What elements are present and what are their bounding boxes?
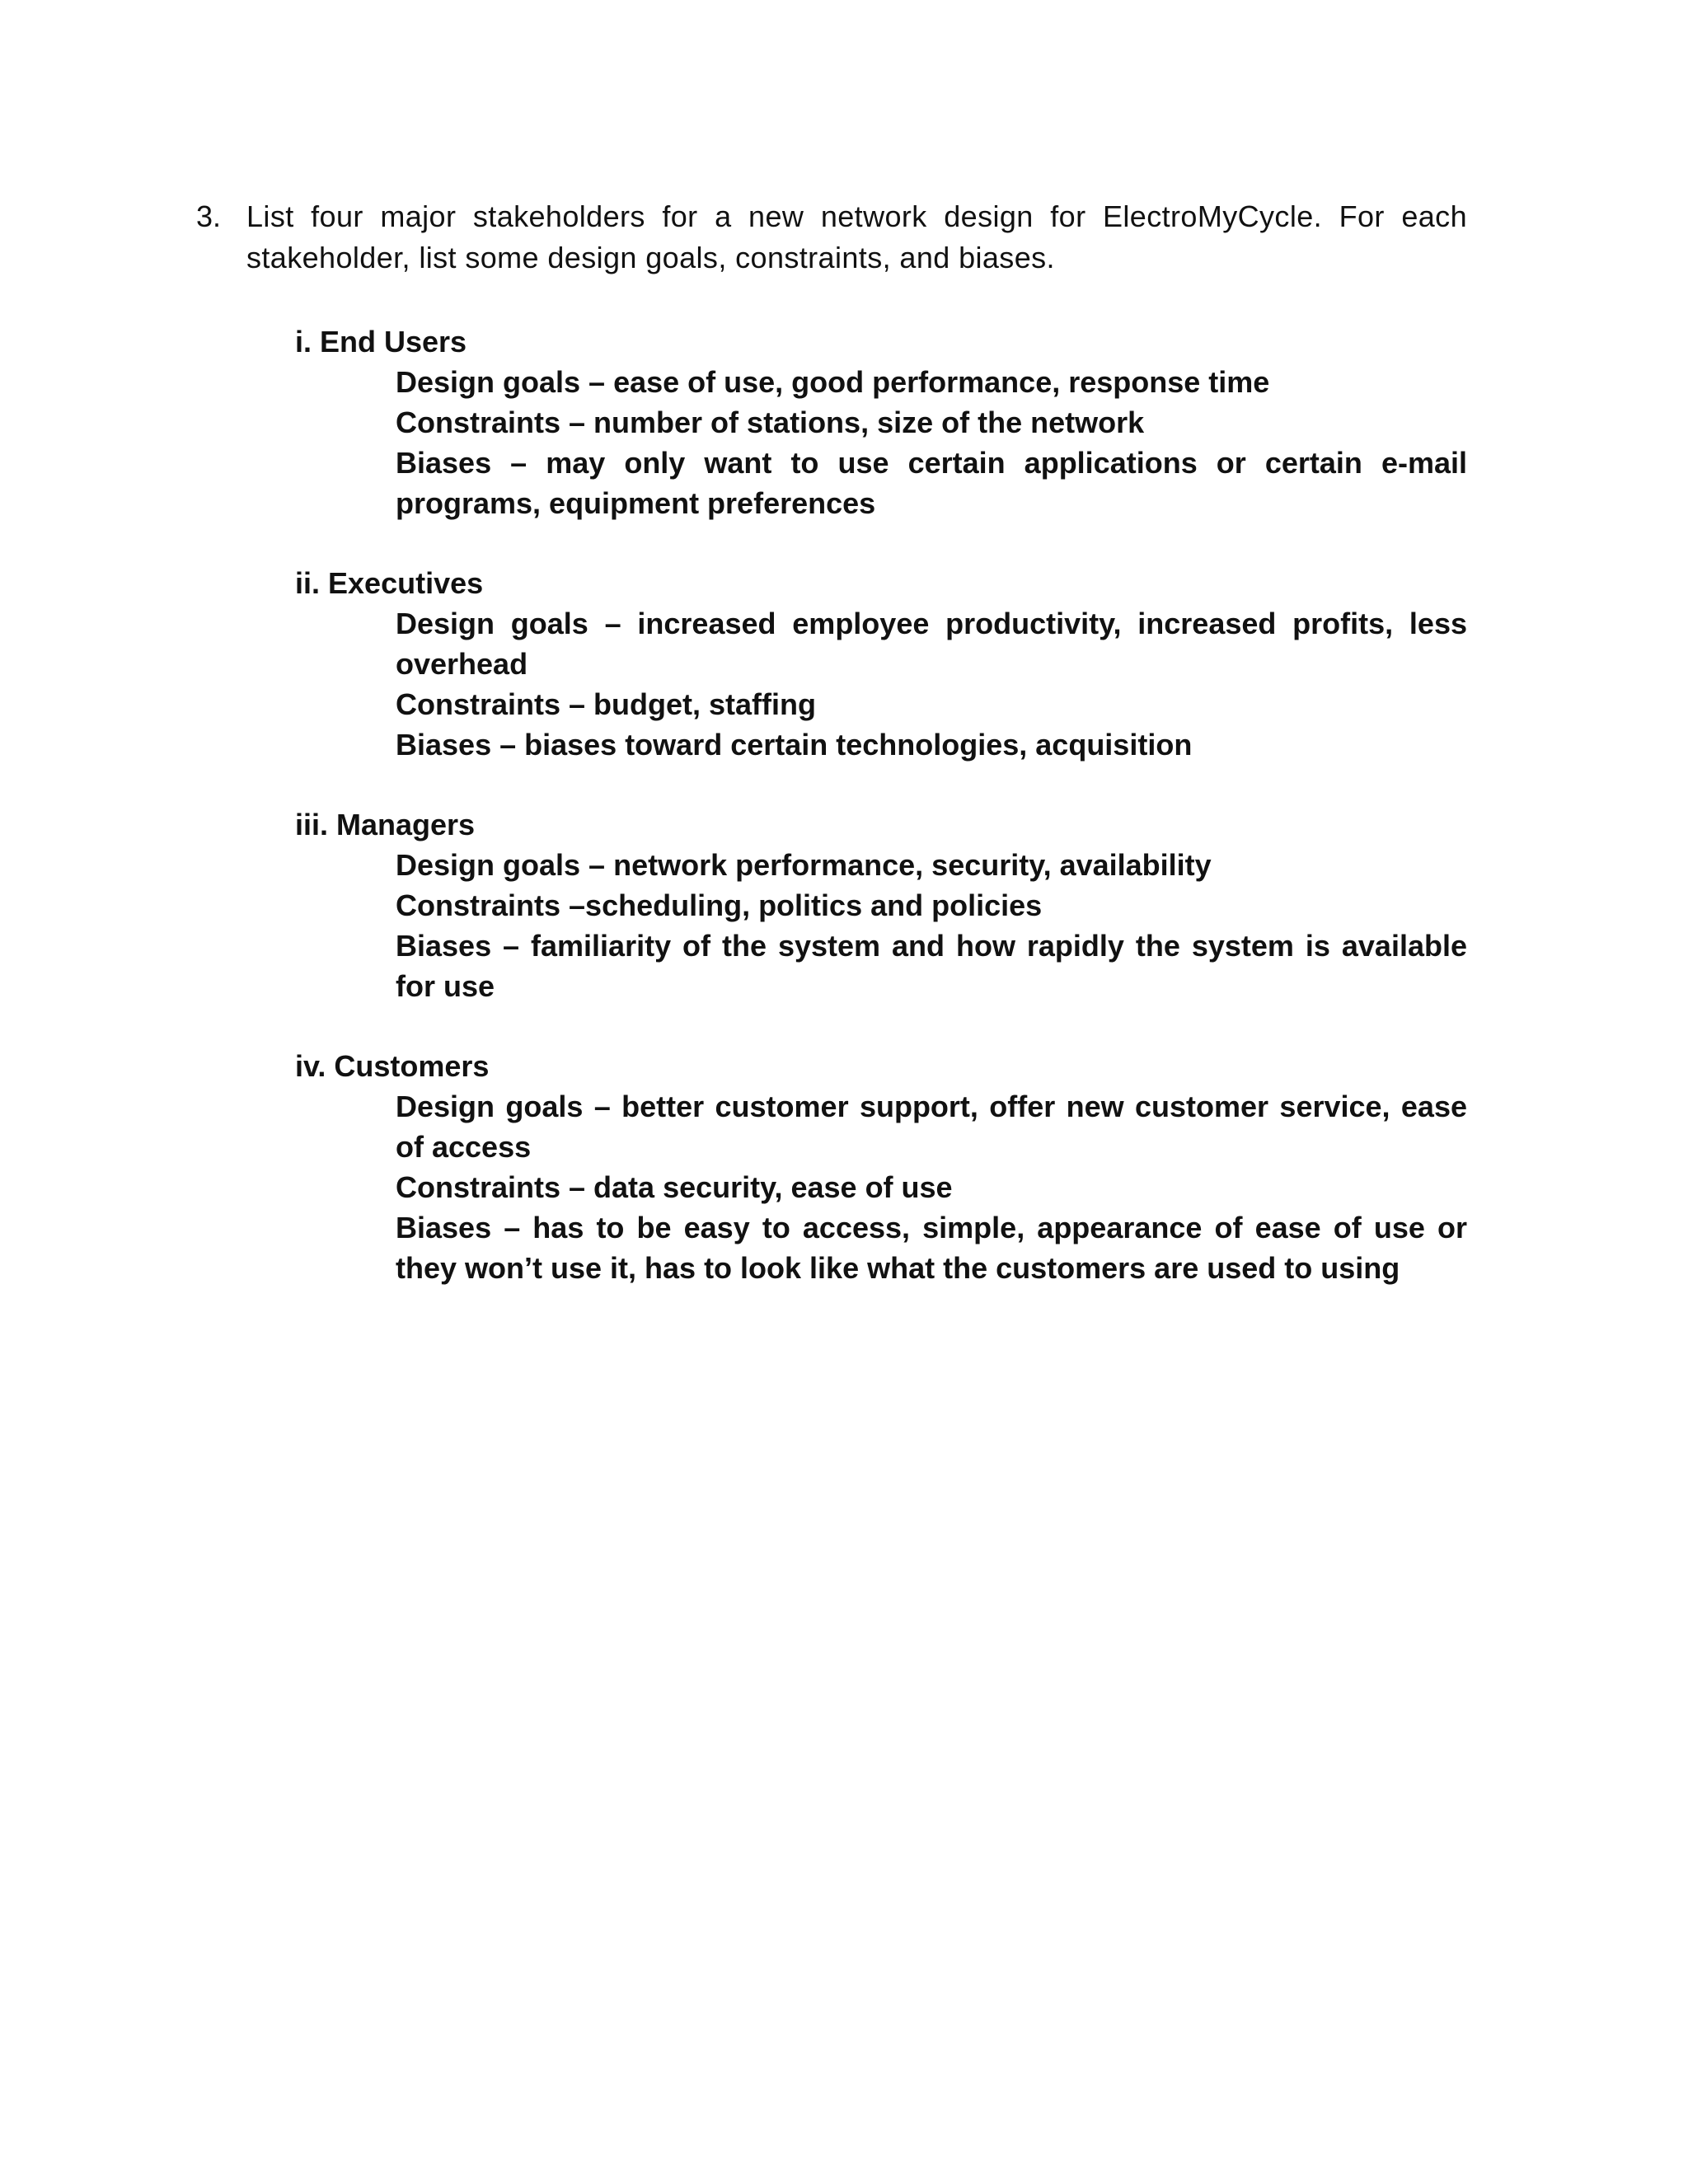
stakeholder-end-users <box>295 321 1482 523</box>
biases-line: Biases – has to be easy to access, simple, appearance of ease of use or they won’t use it, has to look like what the customers are used to using <box>396 1211 1467 1285</box>
design-goals-line: Design goals – network performance, security, availability <box>396 848 1212 882</box>
stakeholder-details <box>396 1086 1467 1288</box>
stakeholder-details <box>396 362 1467 523</box>
stakeholder-details <box>396 845 1467 1006</box>
biases-line: Biases – familiarity of the system and how rapidly the system is available for use <box>396 929 1467 1003</box>
question-3 <box>196 196 1467 279</box>
design-goals-line: Design goals – better customer support, offer new customer service, ease of access <box>396 1090 1467 1164</box>
stakeholder-managers <box>295 804 1482 1006</box>
stakeholder-heading: iv. Customers <box>295 1049 490 1083</box>
stakeholder-customers <box>295 1046 1482 1288</box>
constraints-line: Constraints – number of stations, size of the network <box>396 405 1145 439</box>
constraints-line: Constraints – budget, staffing <box>396 687 817 721</box>
stakeholder-details <box>396 603 1467 765</box>
question-number: 3. <box>196 199 222 233</box>
stakeholder-heading: ii. Executives <box>295 566 484 600</box>
stakeholder-heading: iii. Managers <box>295 808 476 841</box>
biases-line: Biases – biases toward certain technologies, acquisition <box>396 728 1193 762</box>
stakeholder-heading: i. End Users <box>295 325 467 359</box>
stakeholder-list <box>295 321 1482 1288</box>
biases-line: Biases – may only want to use certain applications or certain e-mail programs, equipment preferences <box>396 446 1467 520</box>
stakeholder-executives <box>295 563 1482 765</box>
design-goals-line: Design goals – ease of use, good performance, response time <box>396 365 1270 399</box>
design-goals-line: Design goals – increased employee productivity, increased profits, less overhead <box>396 607 1467 681</box>
question-text: List four major stakeholders for a new network design for ElectroMyCycle. For each stakeholder, list some design goals, constraints, and biases. <box>246 199 1467 274</box>
constraints-line: Constraints –scheduling, politics and policies <box>396 888 1043 922</box>
constraints-line: Constraints – data security, ease of use <box>396 1170 953 1204</box>
